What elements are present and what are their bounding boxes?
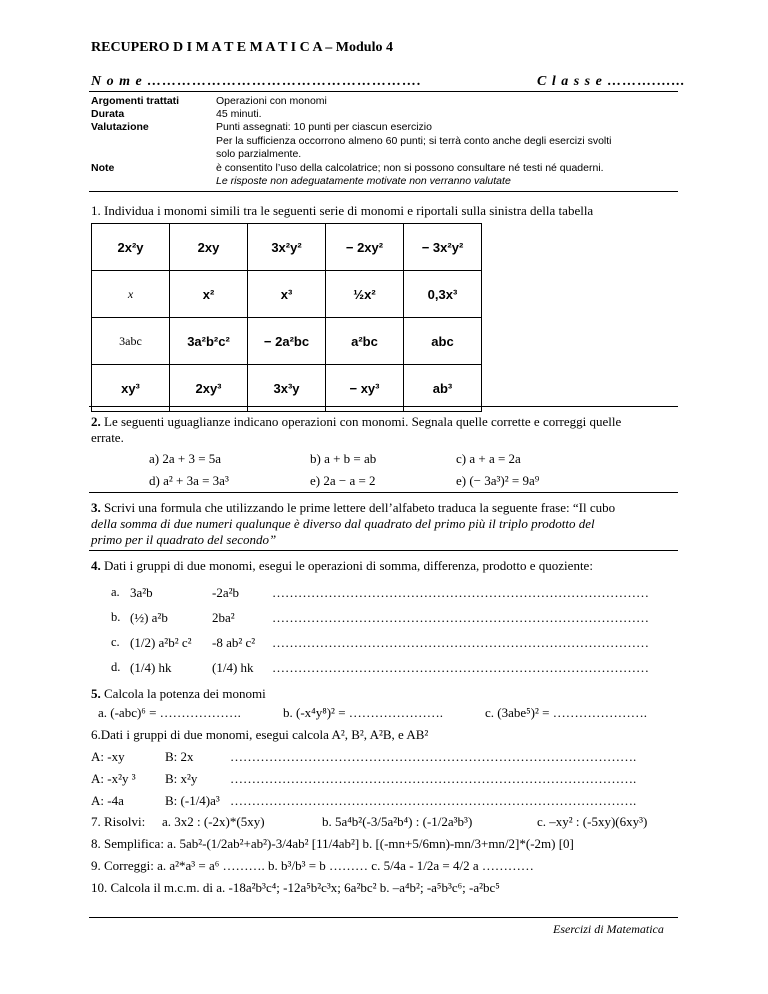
q5-item-a: a. (-abc)⁶ = ……………….: [98, 705, 241, 720]
equality-c: c) a + a = 2a: [456, 451, 521, 466]
q4-monomial-1: (1/4) hk: [130, 660, 172, 675]
question-8: 8. Semplifica: a. 5ab²-(1/2ab²+ab²)-3/4ab² [11/4ab²] b. [(-mn+5/6mn)-mn/3+mn/2]*(-2m) [0]: [91, 836, 574, 851]
table-cell: 2xy³: [170, 365, 248, 412]
q4-row-label: a.: [111, 585, 120, 599]
q6-monomial-a: A: -xy: [91, 749, 125, 764]
info-line: 45 minuti.: [216, 108, 262, 120]
info-rule: [89, 191, 678, 192]
q6-monomial-b: B: x²y: [165, 771, 198, 786]
page-title: RECUPERO D I M A T E M A T I C A – Modulo 4: [91, 40, 393, 55]
info-line: Le risposte non adeguatamente motivate non verranno valutate: [216, 175, 511, 187]
table-cell: ab³: [404, 365, 482, 412]
q6-monomial-a: A: -x²y ³: [91, 771, 136, 786]
question-number: 2.: [91, 414, 101, 429]
question-3-line3: primo per il quadrato del secondo”: [91, 532, 277, 547]
question-text: Scrivi una formula che utilizzando le prime lettere dell’alfabeto traduca la seguente frase: “Il cubo: [104, 500, 616, 515]
equality-d: d) a² + 3a = 3a³: [149, 473, 229, 488]
question-2: [91, 414, 621, 430]
q6-monomial-b: B: (-1/4)a³: [165, 793, 220, 808]
info-line: è consentito l’uso della calcolatrice; non si possono consultare né testi né quaderni.: [216, 162, 604, 174]
equality-b: b) a + b = ab: [310, 451, 377, 466]
q4-monomial-2: -2a²b: [212, 585, 239, 600]
q7-item-c: c. –xy² : (-5xy)(6xy³): [537, 814, 648, 829]
question-5: [91, 686, 266, 702]
info-label-note: Note: [91, 162, 115, 174]
info-line: solo parzialmente.: [216, 148, 302, 160]
question-1: 1. Individua i monomi simili tra le seguenti serie di monomi e riportali sulla sinistra della tabella: [91, 203, 594, 218]
info-line: Operazioni con monomi: [216, 95, 327, 107]
table-cell: x³: [248, 271, 326, 318]
table-row: [92, 224, 482, 271]
equality-e: e) 2a − a = 2: [310, 473, 376, 488]
q6-monomial-b: B: 2x: [165, 749, 194, 764]
q4-monomial-1: (½) a²b: [130, 610, 168, 625]
table-cell: 0,3x³: [404, 271, 482, 318]
table-cell: xy³: [92, 365, 170, 412]
nome-field: N o m e ……………………………………………….: [91, 74, 422, 89]
footer-text: Esercizi di Matematica: [553, 922, 664, 936]
q7-item-a: a. 3x2 : (-2x)*(5xy): [162, 814, 265, 829]
q4-monomial-2: 2ba²: [212, 610, 235, 625]
table-cell: 3x²y²: [248, 224, 326, 271]
q4-row-label: b.: [111, 610, 121, 624]
q4-monomial-2: (1/4) hk: [212, 660, 254, 675]
classe-field: C l a s s e ……….…...: [537, 74, 686, 89]
table-cell: − 2a²bc: [248, 318, 326, 365]
table-cell: abc: [404, 318, 482, 365]
answer-dots: ………………………………………………………………………………….: [230, 793, 637, 808]
table-cell: 3abc: [92, 318, 170, 365]
info-label-valutazione: Valutazione: [91, 121, 149, 133]
q5-item-b: b. (-x⁴y⁸)² = ………………….: [283, 705, 444, 720]
section-rule: [89, 406, 678, 407]
table-row: [92, 318, 482, 365]
table-cell: x²: [170, 271, 248, 318]
question-10: 10. Calcola il m.c.m. di a. -18a²b³c⁴; -12a⁵b²c³x; 6a²bc² b. –a⁴b²; -a⁵b³c⁶; -a²bc⁵: [91, 880, 500, 895]
info-label-durata: Durata: [91, 108, 125, 120]
question-number: 5.: [91, 686, 101, 701]
question-number: 3.: [91, 500, 101, 515]
q4-monomial-2: -8 ab² c²: [212, 635, 256, 650]
section-rule: [89, 492, 678, 493]
equality-e2: e) (− 3a³)² = 9a⁹: [456, 473, 540, 488]
question-text: Le seguenti uguaglianze indicano operazioni con monomi. Segnala quelle corrette e correggi quelle: [104, 414, 622, 429]
answer-dots: ……………………………………………………………………………: [272, 635, 649, 650]
footer-rule: [89, 917, 678, 918]
question-text: Calcola la potenza dei monomi: [104, 686, 266, 701]
question-number: 4.: [91, 558, 101, 573]
answer-dots: ……………………………………………………………………………: [272, 585, 649, 600]
q4-monomial-1: (1/2) a²b² c²: [130, 635, 192, 650]
table-cell: − xy³: [326, 365, 404, 412]
question-6: 6.Dati i gruppi di due monomi, esegui calcola A², B², A²B, e AB²: [91, 727, 429, 742]
monomi-table: [91, 223, 482, 412]
question-3-line2: della somma di due numeri qualunque è diverso dal quadrato del primo più il triplo prodotto del: [91, 516, 595, 531]
equality-a: a) 2a + 3 = 5a: [149, 451, 222, 466]
question-2-cont: errate.: [91, 430, 124, 445]
question-text: Dati i gruppi di due monomi, esegui le operazioni di somma, differenza, prodotto e quoziente:: [104, 558, 593, 573]
table-cell: a²bc: [326, 318, 404, 365]
table-cell: 2x²y: [92, 224, 170, 271]
table-cell: 2xy: [170, 224, 248, 271]
q4-row-label: c.: [111, 635, 120, 649]
question-9: 9. Correggi: a. a²*a³ = a⁶ ………. b. b³/b³ = b ……… c. 5/4a - 1/2a = 4/2 a …………: [91, 858, 534, 873]
answer-dots: ……………………………………………………………………………: [272, 610, 649, 625]
answer-dots: ………………………………………………………………………………….: [230, 771, 637, 786]
q5-item-c: c. (3abe⁵)² = ………………….: [485, 705, 647, 720]
answer-dots: ……………………………………………………………………………: [272, 660, 649, 675]
info-line: Punti assegnati: 10 punti per ciascun esercizio: [216, 121, 432, 133]
table-cell: x: [92, 271, 170, 318]
q7-item-b: b. 5a⁴b²(-3/5a²b⁴) : (-1/2a³b³): [322, 814, 473, 829]
q4-monomial-1: 3a²b: [130, 585, 153, 600]
question-3: [91, 500, 615, 516]
q4-row-label: d.: [111, 660, 121, 674]
table-cell: ½x²: [326, 271, 404, 318]
header-rule: [89, 91, 678, 92]
question-7-label: 7. Risolvi:: [91, 814, 146, 829]
table-cell: 3x³y: [248, 365, 326, 412]
table-row: [92, 365, 482, 412]
question-4: [91, 558, 593, 574]
section-rule: [89, 550, 678, 551]
info-line: Per la sufficienza occorrono almeno 60 punti; si terrà conto anche degli esercizi svolti: [216, 135, 612, 147]
table-row: [92, 271, 482, 318]
q6-monomial-a: A: -4a: [91, 793, 124, 808]
table-cell: 3a²b²c²: [170, 318, 248, 365]
table-cell: − 3x²y²: [404, 224, 482, 271]
table-cell: − 2xy²: [326, 224, 404, 271]
answer-dots: ………………………………………………………………………………….: [230, 749, 637, 764]
info-label-argomenti: Argomenti trattati: [91, 95, 180, 107]
